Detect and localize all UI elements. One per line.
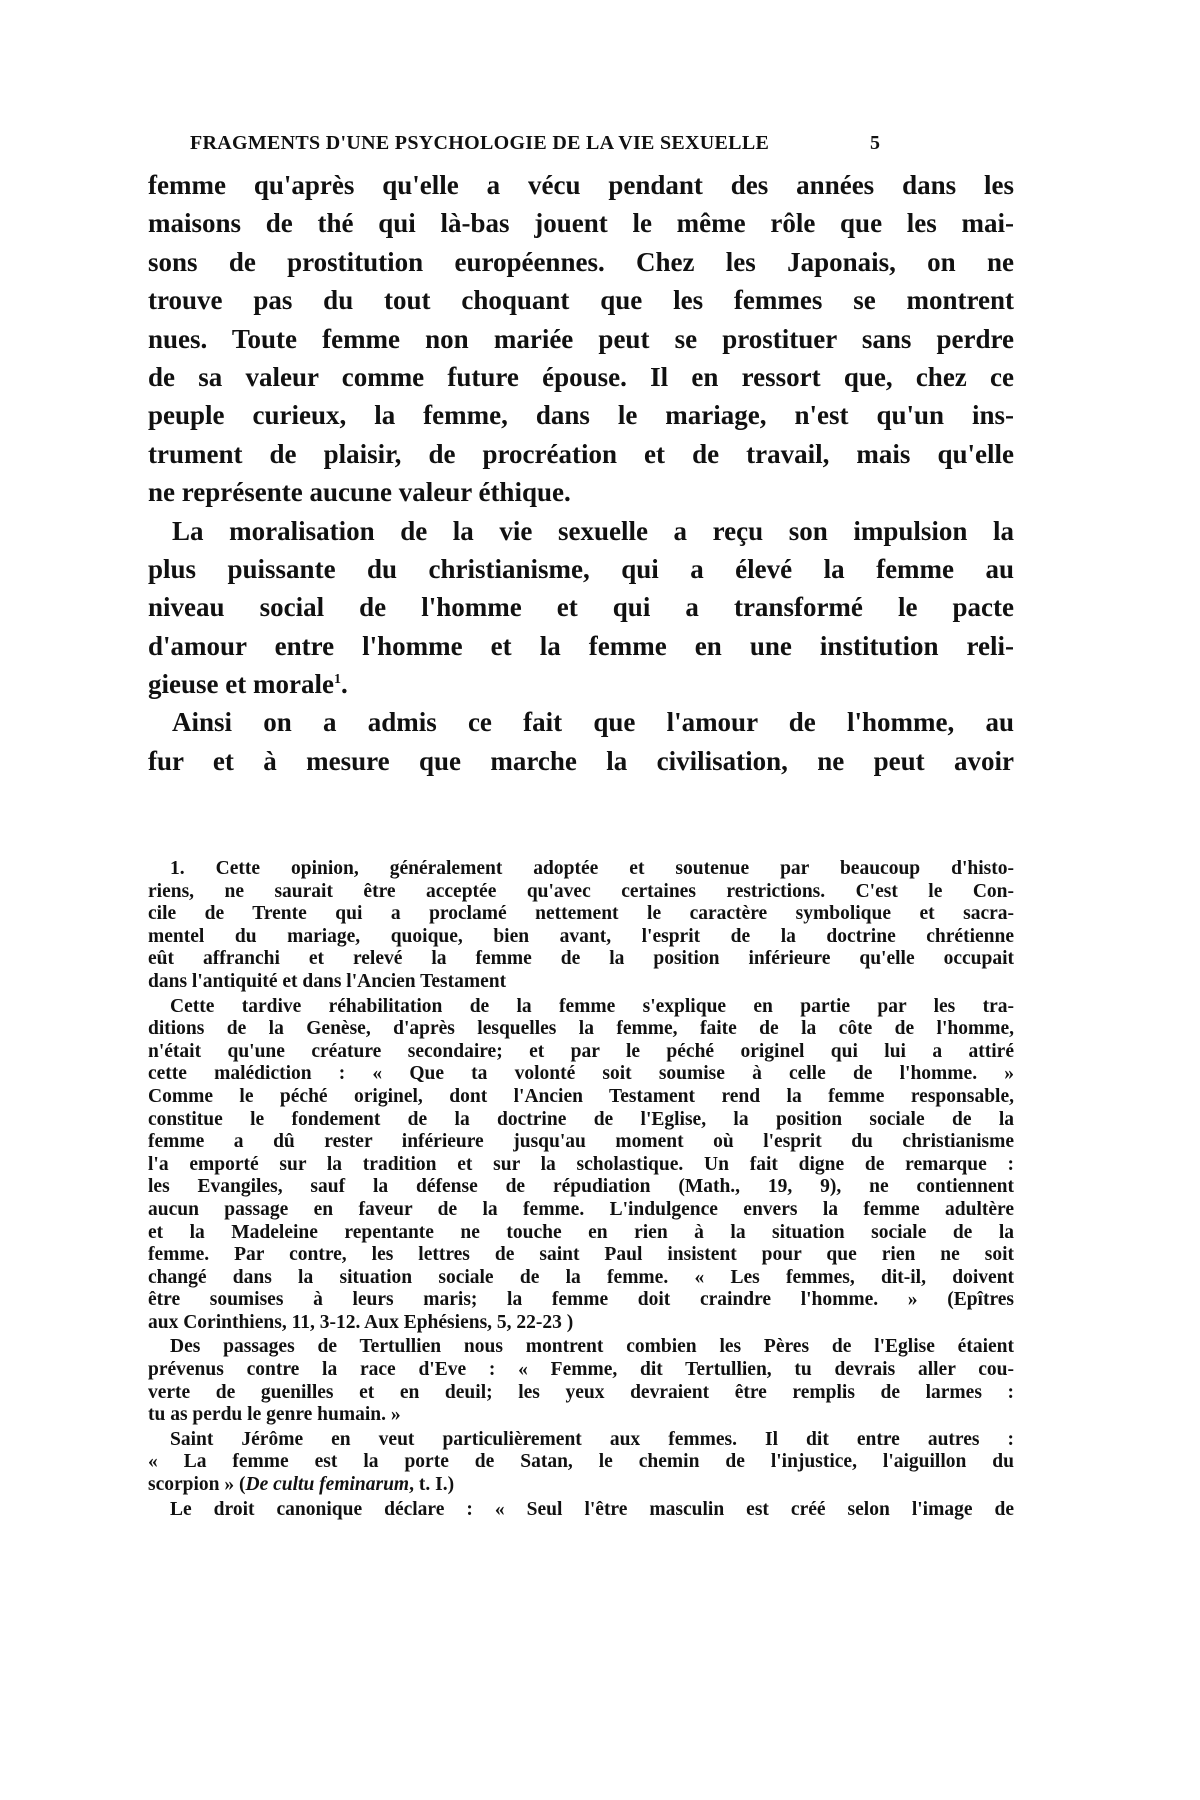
body-line (148, 665, 1014, 703)
body-line-text: peuple curieux, la femme, dans le mariage, n'est qu'un ins- (148, 400, 1014, 431)
footnote-line (148, 971, 1014, 994)
body-line (148, 742, 1014, 780)
footnote-line (148, 1336, 1014, 1359)
footnote-line (148, 1451, 1014, 1474)
body-line-text: plus puissante du christianisme, qui a élevé la femme au (148, 553, 1014, 584)
footnote-line-text: et la Madeleine repentante ne touche en rien à la situation sociale de la (148, 1221, 1014, 1243)
footnote-line-text: Cette tardive réhabilitation de la femme s'explique en partie par les tra- (170, 995, 1014, 1017)
footnote-line-text: scorpion » ( (148, 1474, 246, 1496)
footnote-line-text: tu as perdu le genre humain. » (148, 1404, 401, 1426)
body-line-text: maisons de thé qui là-bas jouent le même rôle que les mai- (148, 208, 1014, 239)
footnote-line (148, 1267, 1014, 1290)
footnote-reference: 1 (333, 672, 341, 688)
page-number: 5 (870, 132, 880, 154)
footnote-line (148, 1222, 1014, 1245)
footnote-line-text: l'a emporté sur la tradition et sur la scholastique. Un fait digne de remarque : (148, 1153, 1014, 1175)
running-title: FRAGMENTS D'UNE PSYCHOLOGIE DE LA VIE SEXUELLE (190, 132, 770, 154)
body-line (148, 320, 1014, 358)
footnote-line-text: riens, ne saurait être acceptée qu'avec certaines restrictions. C'est le Con- (148, 880, 1014, 902)
footnote-line-text: femme. Par contre, les lettres de saint Paul insistent pour que rien ne soit (148, 1244, 1014, 1266)
body-line-text: trument de plaisir, de procréation et de travail, mais qu'elle (148, 438, 1014, 469)
footnote-line (148, 903, 1014, 926)
footnote-line (148, 1499, 1014, 1522)
footnote-line-text: aux Corinthiens, 11, 3-12. Aux Ephésiens, 5, 22-23 ) (148, 1311, 574, 1333)
footnote-line (148, 858, 1014, 881)
footnote-line (148, 1063, 1014, 1086)
body-line-text: de sa valeur comme future épouse. Il en ressort que, chez ce (148, 361, 1014, 392)
body-line (148, 473, 1014, 511)
body-line (148, 512, 1014, 550)
footnote-line (148, 1382, 1014, 1405)
body-line (148, 358, 1014, 396)
body-line-text: gieuse et morale (148, 669, 334, 700)
footnote-line-text: aucun passage en faveur de la femme. L'indulgence envers la femme adultère (148, 1198, 1014, 1220)
footnote-line-text: changé dans la situation sociale de la femme. « Les femmes, dit-il, doivent (148, 1266, 1014, 1288)
footnote-line (148, 926, 1014, 949)
footnote-line-text: être soumises à leurs maris; la femme doit craindre l'homme. » (Epîtres (148, 1289, 1014, 1311)
footnote-line-text: Comme le péché originel, dont l'Ancien Testament rend la femme responsable, (148, 1085, 1014, 1107)
footnote-line (148, 1429, 1014, 1452)
footnote-line-text: constitue le fondement de la doctrine de l'Eglise, la position sociale de la (148, 1108, 1014, 1130)
footnote-line (148, 1474, 1014, 1497)
italic-title: De cultu feminarum (245, 1474, 410, 1496)
body-line (148, 703, 1014, 741)
footnote-line-text: Saint Jérôme en veut particulièrement aux femmes. Il dit entre autres : (170, 1428, 1014, 1450)
body-line-text: niveau social de l'homme et qui a transformé le pacte (148, 592, 1014, 623)
footnote-line-text: femme a dû rester inférieure jusqu'au moment où l'esprit du christianisme (148, 1131, 1014, 1153)
footnote-line (148, 1154, 1014, 1177)
footnote-line-text: ditions de la Genèse, d'après lesquelles la femme, faite de la côte de l'homme, (148, 1018, 1014, 1040)
footnote-line-text: verte de guenilles et en deuil; les yeux devraient être remplis de larmes : (148, 1381, 1014, 1403)
body-line-text-tail: . (340, 669, 348, 700)
body-line-text: sons de prostitution européennes. Chez les Japonais, on ne (148, 246, 1014, 277)
footnote-line-text: Des passages de Tertullien nous montrent combien les Pères de l'Eglise étaient (170, 1336, 1014, 1358)
footnote-line-text: Le droit canonique déclare : « Seul l'être masculin est créé selon l'image de (170, 1498, 1014, 1520)
body-line-text: ne représente aucune valeur éthique. (148, 477, 571, 508)
footnote-line-text: 1. Cette opinion, généralement adoptée et soutenue par beaucoup d'histo- (170, 858, 1014, 879)
footnote-line (148, 1131, 1014, 1154)
body-line (148, 243, 1014, 281)
body-line-text: fur et à mesure que marche la civilisation, ne peut avoir (148, 745, 1014, 776)
footnote-line (148, 1086, 1014, 1109)
body-line-text: Ainsi on a admis ce fait que l'amour de l'homme, au (172, 707, 1014, 738)
body-line-text: La moralisation de la vie sexuelle a reçu son impulsion la (172, 515, 1014, 546)
footnote-line-text: n'était qu'une créature secondaire; et par le péché originel qui lui a attiré (148, 1040, 1014, 1062)
footnote-line-text: eût affranchi et relevé la femme de la position inférieure qu'elle occupait (148, 948, 1014, 970)
body-line-text: trouve pas du tout choquant que les femmes se montrent (148, 285, 1014, 316)
footnote-line (148, 1041, 1014, 1064)
footnote-line (148, 1404, 1014, 1427)
body-line-text: femme qu'après qu'elle a vécu pendant des années dans les (148, 170, 1014, 200)
footnote-line (148, 1109, 1014, 1132)
footnote-line (148, 1244, 1014, 1267)
body-line-text: nues. Toute femme non mariée peut se prostituer sans perdre (148, 323, 1014, 354)
footnote-line (148, 948, 1014, 971)
footnote-line-text: cette malédiction : « Que ta volonté soit soumise à celle de l'homme. » (148, 1063, 1014, 1085)
body-line (148, 550, 1014, 588)
footnote-line-text: mentel du mariage, quoique, bien avant, l'esprit de la doctrine chrétienne (148, 925, 1014, 947)
footnote-line (148, 1199, 1014, 1222)
footnote-line-text: « La femme est la porte de Satan, le chemin de l'injustice, l'aiguillon du (148, 1451, 1014, 1473)
footnote-line (148, 1312, 1014, 1335)
body-line (148, 281, 1014, 319)
footnote-line (148, 1289, 1014, 1312)
footnote-line-text: dans l'antiquité et dans l'Ancien Testament (148, 970, 507, 992)
body-line (148, 396, 1014, 434)
footnote-line (148, 996, 1014, 1019)
footnote-line-text: cile de Trente qui a proclamé nettement le caractère symbolique et sacra- (148, 903, 1014, 925)
footnote-line (148, 1359, 1014, 1382)
footnote-line (148, 881, 1014, 904)
body-line (148, 588, 1014, 626)
footnotes (148, 858, 1014, 1521)
body-line (148, 166, 1014, 204)
footnote-line (148, 1176, 1014, 1199)
footnote-line-text-tail: , t. I.) (409, 1474, 455, 1496)
footnote-line-text: les Evangiles, sauf la défense de répudiation (Math., 19, 9), ne contiennent (148, 1176, 1014, 1198)
body-line (148, 435, 1014, 473)
body-line-text: d'amour entre l'homme et la femme en une institution reli- (148, 630, 1014, 661)
footnote-line-text: prévenus contre la race d'Eve : « Femme, dit Tertullien, tu devrais aller cou- (148, 1359, 1014, 1381)
running-header (190, 132, 880, 162)
body-line (148, 627, 1014, 665)
body-text (148, 166, 1014, 780)
footnote-line (148, 1018, 1014, 1041)
body-line (148, 204, 1014, 242)
